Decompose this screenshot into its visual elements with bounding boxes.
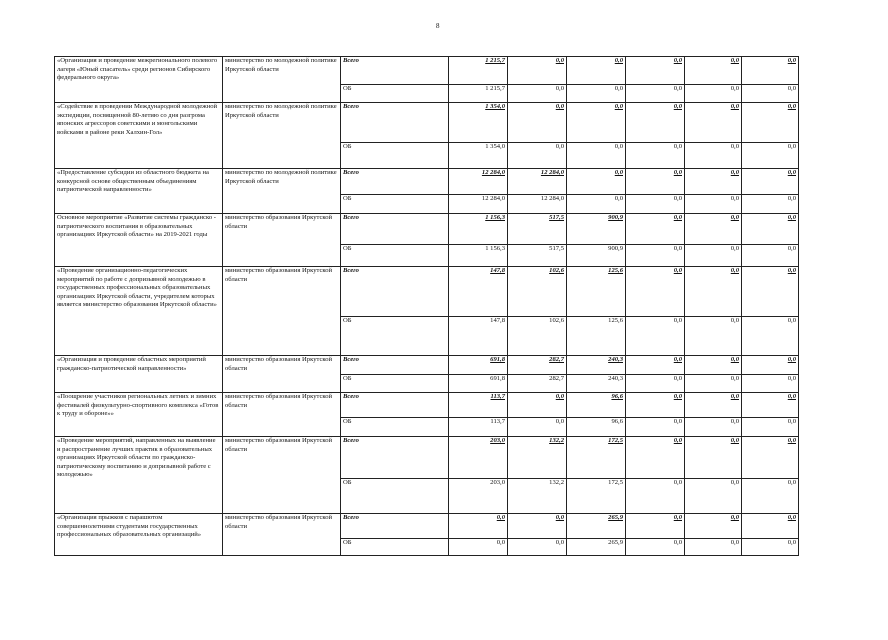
total-amount-cell (449, 514, 508, 539)
ob-amount: 0,0 (508, 418, 567, 437)
total-amount-cell (626, 57, 685, 85)
total-amount-cell (685, 214, 742, 245)
activity-name: «Организация прыжков с парашютом совершеннолетними студентами государственных профессиональных образовательных организаций» (55, 514, 223, 556)
total-amount-cell (626, 214, 685, 245)
ob-amount: 0,0 (508, 539, 567, 556)
total-amount-cell (449, 267, 508, 317)
executor-name: министерство образования Иркутской области (223, 214, 341, 267)
ob-amount: 0,0 (685, 539, 742, 556)
total-amount: 0,0 (787, 57, 796, 64)
total-amount-cell (449, 356, 508, 375)
total-amount-cell (449, 169, 508, 195)
ob-amount: 0,0 (685, 317, 742, 356)
total-amount: 102,6 (549, 267, 564, 274)
activity-name: Основное мероприятие «Развитие системы гражданско - патриотического воспитания в образовательных организациях Иркутской области» на 2019-2021 годы (55, 214, 223, 267)
total-amount: 282,7 (549, 356, 564, 363)
total-amount: 203,0 (490, 437, 505, 444)
total-amount: 0,0 (614, 103, 623, 110)
total-amount-cell (567, 356, 626, 375)
total-amount-cell (685, 356, 742, 375)
total-amount: 0,0 (730, 437, 739, 444)
ob-amount: 0,0 (742, 85, 799, 103)
activity-name: «Проведение мероприятий, направленных на выявление и распространение лучших практик в образовательных организациях Иркутской области по гражданско-патриотическому воспитанию и допризывной работе с молодежью» (55, 437, 223, 514)
executor-name: министерство по молодежной политике Иркутской области (223, 103, 341, 169)
ob-amount: 0,0 (685, 375, 742, 393)
total-amount: 0,0 (730, 169, 739, 176)
funding-ob-label: ОБ (341, 317, 449, 356)
ob-amount: 1 354,0 (449, 143, 508, 169)
funding-ob-label: ОБ (341, 195, 449, 214)
executor-name: министерство образования Иркутской области (223, 393, 341, 437)
total-amount: 900,9 (608, 214, 623, 221)
total-amount-cell (449, 214, 508, 245)
activity-name: «Организация и проведение областных мероприятий гражданско-патриотической направленности» (55, 356, 223, 393)
total-amount: 0,0 (673, 514, 682, 521)
ob-amount: 147,8 (449, 317, 508, 356)
table-row (55, 437, 799, 479)
total-amount: 0,0 (787, 103, 796, 110)
funding-ob-label: ОБ (341, 143, 449, 169)
ob-amount: 0,0 (626, 539, 685, 556)
total-amount: 0,0 (730, 393, 739, 400)
table-row (55, 267, 799, 317)
total-amount-cell (742, 514, 799, 539)
total-amount-cell (567, 514, 626, 539)
ob-amount: 0,0 (742, 418, 799, 437)
table-row (55, 214, 799, 245)
total-amount: 0,0 (787, 267, 796, 274)
funding-total-label: Всего (341, 514, 449, 539)
total-amount: 0,0 (787, 437, 796, 444)
total-amount: 0,0 (730, 214, 739, 221)
total-amount-cell (626, 514, 685, 539)
total-amount: 125,6 (608, 267, 623, 274)
ob-amount: 0,0 (626, 195, 685, 214)
ob-amount: 0,0 (742, 539, 799, 556)
funding-total-label: Всего (341, 437, 449, 479)
total-amount: 0,0 (787, 214, 796, 221)
total-amount: 1 156,3 (485, 214, 505, 221)
ob-amount: 0,0 (742, 375, 799, 393)
ob-amount: 1 215,7 (449, 85, 508, 103)
page-number: 8 (436, 22, 440, 30)
total-amount: 0,0 (614, 169, 623, 176)
total-amount-cell (567, 437, 626, 479)
ob-amount: 0,0 (742, 195, 799, 214)
total-amount-cell (449, 393, 508, 418)
total-amount-cell (742, 267, 799, 317)
total-amount-cell (742, 393, 799, 418)
total-amount: 0,0 (787, 393, 796, 400)
table-row (55, 393, 799, 418)
total-amount-cell (508, 214, 567, 245)
total-amount: 147,8 (490, 267, 505, 274)
ob-amount: 0,0 (742, 143, 799, 169)
total-amount-cell (449, 103, 508, 143)
total-amount-cell (449, 57, 508, 85)
total-amount-cell (508, 393, 567, 418)
total-amount: 113,7 (490, 393, 505, 400)
total-amount-cell (685, 514, 742, 539)
executor-name: министерство образования Иркутской области (223, 514, 341, 556)
ob-amount: 96,6 (567, 418, 626, 437)
table-row (55, 103, 799, 143)
total-amount: 0,0 (730, 356, 739, 363)
total-amount-cell (685, 437, 742, 479)
total-amount: 0,0 (787, 514, 796, 521)
funding-ob-label: ОБ (341, 479, 449, 514)
total-amount: 96,6 (611, 393, 623, 400)
total-amount: 0,0 (496, 514, 505, 521)
total-amount-cell (685, 103, 742, 143)
ob-amount: 265,9 (567, 539, 626, 556)
total-amount: 240,3 (608, 356, 623, 363)
table-row (55, 356, 799, 375)
table-row (55, 514, 799, 539)
total-amount-cell (626, 437, 685, 479)
total-amount: 0,0 (673, 57, 682, 64)
activity-name: «Предоставление субсидии из областного бюджета на конкурсной основе общественным объединениям патриотической направленности» (55, 169, 223, 214)
ob-amount: 0,0 (626, 245, 685, 267)
total-amount: 0,0 (555, 57, 564, 64)
total-amount-cell (508, 267, 567, 317)
funding-ob-label: ОБ (341, 245, 449, 267)
total-amount: 172,5 (608, 437, 623, 444)
total-amount: 0,0 (555, 514, 564, 521)
ob-amount: 203,0 (449, 479, 508, 514)
funding-total-label: Всего (341, 267, 449, 317)
total-amount-cell (685, 393, 742, 418)
total-amount-cell (626, 393, 685, 418)
ob-amount: 691,8 (449, 375, 508, 393)
table-row (55, 169, 799, 195)
total-amount-cell (567, 393, 626, 418)
funding-total-label: Всего (341, 103, 449, 143)
total-amount-cell (742, 169, 799, 195)
total-amount-cell (742, 214, 799, 245)
ob-amount: 0,0 (626, 317, 685, 356)
ob-amount: 0,0 (567, 143, 626, 169)
ob-amount: 132,2 (508, 479, 567, 514)
total-amount-cell (567, 214, 626, 245)
total-amount: 0,0 (673, 267, 682, 274)
ob-amount: 0,0 (508, 143, 567, 169)
total-amount-cell (508, 103, 567, 143)
ob-amount: 0,0 (685, 143, 742, 169)
executor-name: министерство по молодежной политике Иркутской области (223, 57, 341, 103)
funding-ob-label: ОБ (341, 375, 449, 393)
executor-name: министерство образования Иркутской области (223, 267, 341, 356)
ob-amount: 0,0 (567, 195, 626, 214)
total-amount-cell (742, 356, 799, 375)
total-amount-cell (567, 267, 626, 317)
total-amount: 0,0 (730, 514, 739, 521)
total-amount: 691,8 (490, 356, 505, 363)
total-amount: 0,0 (730, 57, 739, 64)
ob-amount: 0,0 (685, 195, 742, 214)
total-amount-cell (626, 267, 685, 317)
funding-total-label: Всего (341, 356, 449, 375)
total-amount: 0,0 (673, 393, 682, 400)
ob-amount: 0,0 (742, 317, 799, 356)
total-amount: 517,5 (549, 214, 564, 221)
funding-total-label: Всего (341, 214, 449, 245)
ob-amount: 0,0 (567, 85, 626, 103)
ob-amount: 900,9 (567, 245, 626, 267)
ob-amount: 0,0 (626, 143, 685, 169)
total-amount: 0,0 (730, 267, 739, 274)
ob-amount: 0,0 (508, 85, 567, 103)
executor-name: министерство по молодежной политике Иркутской области (223, 169, 341, 214)
total-amount-cell (742, 103, 799, 143)
ob-amount: 0,0 (626, 479, 685, 514)
ob-amount: 0,0 (685, 418, 742, 437)
funding-ob-label: ОБ (341, 418, 449, 437)
total-amount: 265,9 (608, 514, 623, 521)
ob-amount: 0,0 (449, 539, 508, 556)
ob-amount: 0,0 (685, 85, 742, 103)
total-amount-cell (508, 169, 567, 195)
total-amount-cell (508, 356, 567, 375)
funding-ob-label: ОБ (341, 539, 449, 556)
ob-amount: 0,0 (685, 245, 742, 267)
ob-amount: 0,0 (626, 85, 685, 103)
executor-name: министерство образования Иркутской области (223, 356, 341, 393)
total-amount-cell (742, 437, 799, 479)
ob-amount: 1 156,3 (449, 245, 508, 267)
ob-amount: 113,7 (449, 418, 508, 437)
ob-amount: 282,7 (508, 375, 567, 393)
total-amount: 0,0 (673, 103, 682, 110)
ob-amount: 0,0 (742, 245, 799, 267)
funding-total-label: Всего (341, 393, 449, 418)
total-amount-cell (567, 103, 626, 143)
funding-ob-label: ОБ (341, 85, 449, 103)
ob-amount: 517,5 (508, 245, 567, 267)
ob-amount: 240,3 (567, 375, 626, 393)
total-amount: 0,0 (673, 356, 682, 363)
total-amount-cell (508, 57, 567, 85)
total-amount-cell (567, 169, 626, 195)
activity-name: «Организация и проведение межрегионального полевого лагеря «Юный спасатель» среди регионов Сибирского федерального округа» (55, 57, 223, 103)
total-amount-cell (626, 169, 685, 195)
budget-table (54, 56, 799, 556)
table-body (55, 57, 799, 556)
ob-amount: 125,6 (567, 317, 626, 356)
executor-name: министерство образования Иркутской области (223, 437, 341, 514)
total-amount: 0,0 (555, 103, 564, 110)
total-amount: 0,0 (614, 57, 623, 64)
total-amount: 0,0 (730, 103, 739, 110)
ob-amount: 0,0 (685, 479, 742, 514)
total-amount: 12 284,0 (540, 169, 564, 176)
activity-name: «Поощрение участников региональных летних и зимних фестивалей физкультурно-спортивного комплекса «Готов к труду и обороне»» (55, 393, 223, 437)
total-amount-cell (742, 57, 799, 85)
funding-total-label: Всего (341, 169, 449, 195)
total-amount-cell (508, 437, 567, 479)
ob-amount: 172,5 (567, 479, 626, 514)
activity-name: «Проведение организационно-педагогических мероприятий по работе с допризывной молодежью в государственных профессиональных образовательных организациях Иркутской области, учредителем которых является министерство образования Иркутской области» (55, 267, 223, 356)
total-amount-cell (685, 57, 742, 85)
total-amount: 1 354,0 (485, 103, 505, 110)
funding-total-label: Всего (341, 57, 449, 85)
total-amount-cell (508, 514, 567, 539)
total-amount: 0,0 (555, 393, 564, 400)
total-amount: 12 284,0 (481, 169, 505, 176)
ob-amount: 0,0 (742, 479, 799, 514)
total-amount: 0,0 (673, 437, 682, 444)
total-amount-cell (567, 57, 626, 85)
total-amount-cell (626, 103, 685, 143)
activity-name: «Содействие в проведении Международной молодежной экспедиции, посвященной 80-летию со дня разгрома японских агрессоров советскими и монгольскими войсками в районе реки Халхин-Гол» (55, 103, 223, 169)
ob-amount: 0,0 (626, 375, 685, 393)
ob-amount: 102,6 (508, 317, 567, 356)
total-amount-cell (685, 267, 742, 317)
total-amount: 0,0 (787, 356, 796, 363)
total-amount-cell (626, 356, 685, 375)
total-amount: 0,0 (787, 169, 796, 176)
total-amount-cell (449, 437, 508, 479)
total-amount: 0,0 (673, 214, 682, 221)
total-amount: 1 215,7 (485, 57, 505, 64)
total-amount-cell (685, 169, 742, 195)
ob-amount: 0,0 (626, 418, 685, 437)
table-row (55, 57, 799, 85)
ob-amount: 12 284,0 (449, 195, 508, 214)
total-amount: 0,0 (673, 169, 682, 176)
total-amount: 132,2 (549, 437, 564, 444)
ob-amount: 12 284,0 (508, 195, 567, 214)
